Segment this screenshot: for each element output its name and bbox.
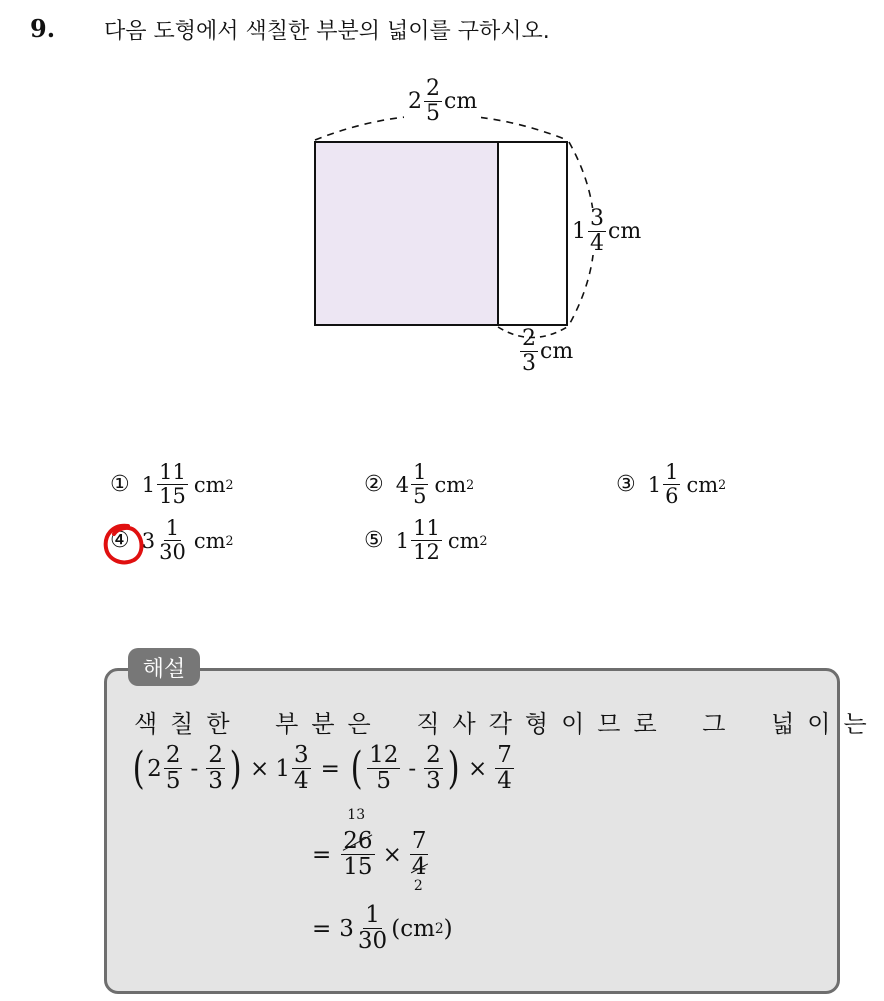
struck-denominator: 4 [411,854,427,880]
solution-intro: 색칠한 부분은 직사각형이므로 그 넓이는 [134,710,880,738]
choice-5[interactable]: ⑤ 1 $\frac{11}{12}$ cm 2 [364,516,488,564]
question-number: 9. [30,14,56,43]
solution-line-3: = 3 $\frac{1}{30}$ ( cm 2 ) [312,902,453,954]
reduced-numerator: 13 [347,807,366,823]
bottom-length-label: $\frac{2}{3}$ cm [522,326,574,376]
choice-4[interactable]: ④ 3 $\frac{1}{30}$ cm 2 [110,516,234,564]
solution-line-2: = 13 26 15 × 7 4 2 [312,807,427,894]
question-text: 다음 도형에서 색칠한 부분의 넓이를 구하시오. [104,19,550,44]
choice-1[interactable]: ① 1 $\frac{11}{15}$ cm 2 [110,460,234,508]
solution-line-1: ( 2 $\frac{2}{5}$ - $\frac{2}{3}$ ) × 1 $\frac{3}{4}$ = ( $\frac{12}{5}$ - $\frac{2}{3}$ ) × $\frac{7}{4}$ [132,742,512,794]
shaded-region [315,142,498,325]
choice-2[interactable]: ② 4 $\frac{1}{5}$ cm 2 [364,460,475,508]
struck-numerator: 26 [343,828,373,854]
right-length-label: 1 $\frac{3}{4}$ cm [572,206,642,256]
reduced-denominator: 2 [413,878,423,894]
top-length-label: 2 $\frac{2}{5}$ cm [404,78,481,125]
answer-circle-mark [100,520,148,568]
choice-3[interactable]: ③ 1 $\frac{1}{6}$ cm 2 [616,460,727,508]
solution-tag: 해설 [128,648,200,686]
